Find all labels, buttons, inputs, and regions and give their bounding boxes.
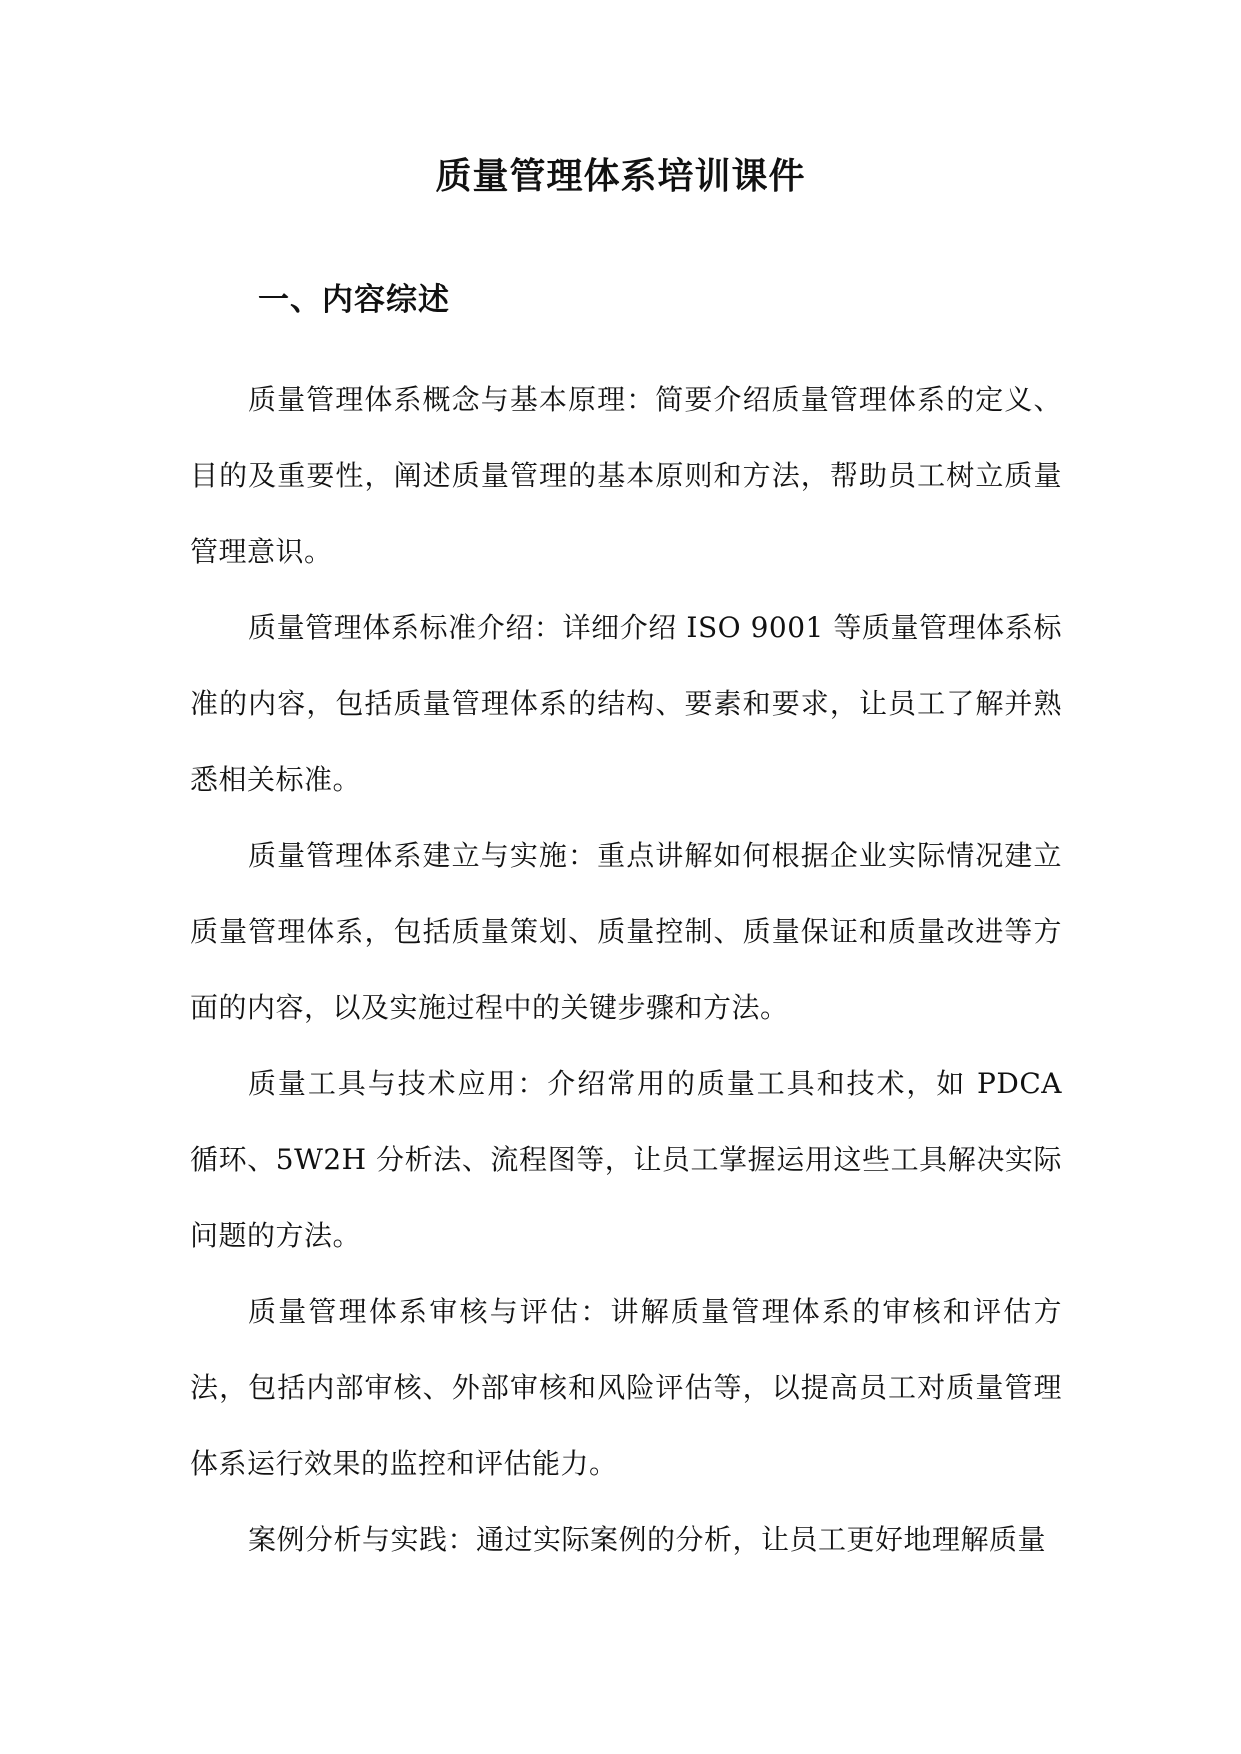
paragraph-quality-tools: 质量工具与技术应用：介绍常用的质量工具和技术，如 PDCA 循环、5W2H 分析法、流程图等，让员工掌握运用这些工具解决实际问题的方法。 (190, 1067, 1062, 1252)
paragraph-audit-evaluation: 质量管理体系审核与评估：讲解质量管理体系的审核和评估方法，包括内部审核、外部审核和风险评估等，以提高员工对质量管理体系运行效果的监控和评估能力。 (190, 1295, 1062, 1480)
body-text (190, 362, 1062, 1578)
paragraph-concepts: 质量管理体系概念与基本原理：简要介绍质量管理体系的定义、目的及重要性，阐述质量管理的基本原则和方法，帮助员工树立质量管理意识。 (190, 383, 1062, 568)
paragraph-standards: 质量管理体系标准介绍：详细介绍 ISO 9001 等质量管理体系标准的内容，包括质量管理体系的结构、要素和要求，让员工了解并熟悉相关标准。 (190, 611, 1062, 796)
paragraph-implementation: 质量管理体系建立与实施：重点讲解如何根据企业实际情况建立质量管理体系，包括质量策划、质量控制、质量保证和质量改进等方面的内容，以及实施过程中的关键步骤和方法。 (190, 839, 1062, 1024)
document-title: 质量管理体系培训课件 (435, 155, 806, 197)
paragraph-case-study: 案例分析与实践：通过实际案例的分析，让员工更好地理解质量 (248, 1523, 1047, 1556)
section-heading: 一、内容综述 (258, 282, 450, 318)
